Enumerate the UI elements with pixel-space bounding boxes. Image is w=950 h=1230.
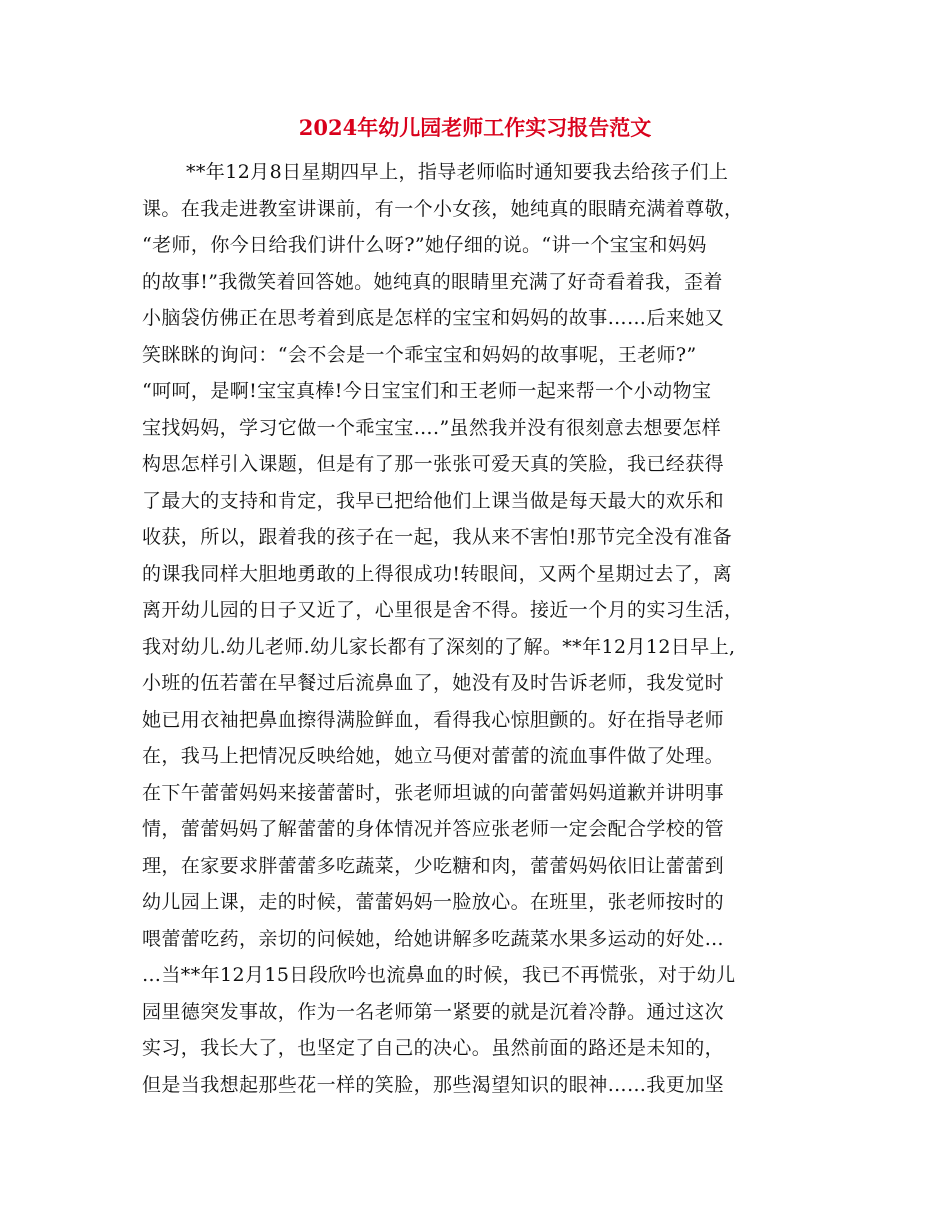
body-line: 但是当我想起那些花一样的笑脸，那些渴望知识的眼神……我更加坚 [142,1073,725,1096]
body-line: 的课我同样大胆地勇敢的上得很成功!转眼间，又两个星期过去了，离 [142,562,733,585]
body-line: 在，我马上把情况反映给她，她立马便对蕾蕾的流血事件做了处理。 [142,745,725,767]
body-line: 的故事!”我微笑着回答她。她纯真的眼睛里充满了好奇看着我，歪着 [142,270,723,293]
body-line: 幼儿园上课，走的时候，蕾蕾妈妈一脸放心。在班里，张老师按时的 [142,891,725,913]
body-line: 小脑袋仿佛正在思考着到底是怎样的宝宝和妈妈的故事……后来她又 [142,307,725,329]
body-line: 构思怎样引入课题，但是有了那一张张可爱天真的笑脸，我已经获得 [142,453,725,475]
body-line: …当**年12月15日段欣吟也流鼻血的时候，我已不再慌张，对于幼儿 [142,964,736,986]
body-line: “老师，你今日给我们讲什么呀?”她仔细的说。“讲一个宝宝和妈妈 [142,234,707,256]
body-line: “呵呵，是啊!宝宝真棒!今日宝宝们和王老师一起来帮一个小动物宝 [142,380,712,402]
body-line: 宝找妈妈，学习它做一个乖宝宝….”虽然我并没有很刻意去想要怎样 [142,416,722,439]
body-line: 实习，我长大了，也坚定了自己的决心。虽然前面的路还是未知的， [142,1037,725,1059]
body-line: 小班的伍若蕾在早餐过后流鼻血了，她没有及时告诉老师，我发觉时 [142,672,725,694]
body-line: **年12月8日星期四早上，指导老师临时通知要我去给孩子们上 [186,161,729,183]
body-line: 收获，所以，跟着我的孩子在一起，我从来不害怕!那节完全没有准备 [142,526,733,548]
document-title: 2024年幼儿园老师工作实习报告范文 [298,115,652,140]
body-line: 喂蕾蕾吃药，亲切的问候她，给她讲解多吃蔬菜水果多运动的好处… [142,927,725,950]
document-body [142,154,832,1103]
body-line: 理，在家要求胖蕾蕾多吃蔬菜，少吃糖和肉，蕾蕾妈妈依旧让蕾蕾到 [142,854,725,877]
body-line: 在下午蕾蕾妈妈来接蕾蕾时，张老师坦诚的向蕾蕾妈妈道歉并讲明事 [142,781,725,804]
body-line: 笑眯眯的询问：“会不会是一个乖宝宝和妈妈的故事呢，王老师?” [142,343,697,366]
body-line: 了最大的支持和肯定，我早已把给他们上课当做是每天最大的欢乐和 [142,489,725,512]
body-line: 园里德突发事故，作为一名老师第一紧要的就是沉着冷静。通过这次 [142,1000,725,1023]
body-line: 她已用衣袖把鼻血擦得满脸鲜血，看得我心惊胆颤的。好在指导老师 [142,708,725,731]
body-line: 我对幼儿.幼儿老师.幼儿家长都有了深刻的了解。**年12月12日早上, [142,635,736,658]
body-line: 课。在我走进教室讲课前，有一个小女孩，她纯真的眼睛充满着尊敬， [142,197,744,220]
body-line: 离开幼儿园的日子又近了，心里很是舍不得。接近一个月的实习生活， [142,599,744,621]
body-line: 情，蕾蕾妈妈了解蕾蕾的身体情况并答应张老师一定会配合学校的管 [142,818,725,840]
